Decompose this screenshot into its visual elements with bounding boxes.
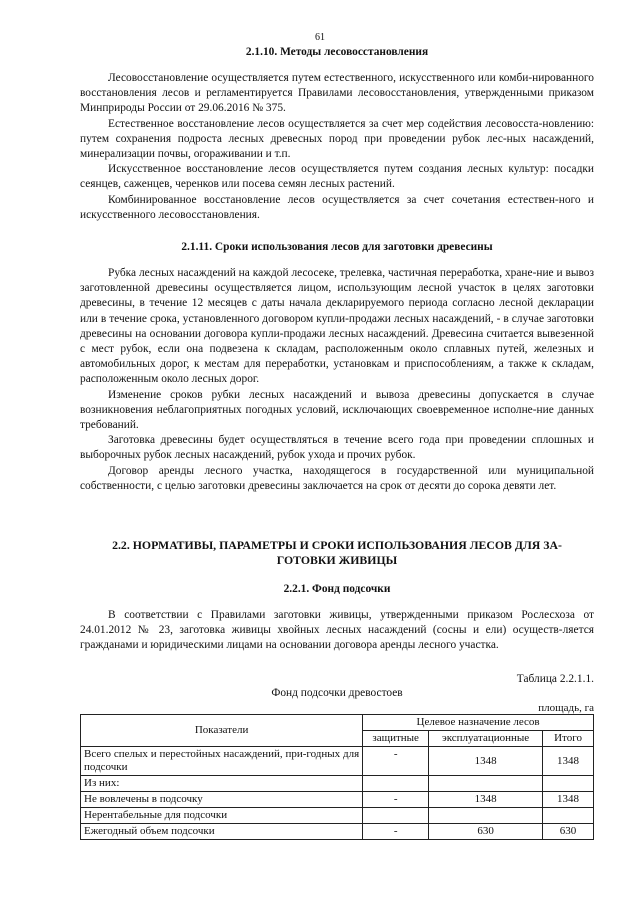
table-title: Фонд подсочки древостоев xyxy=(271,687,403,699)
paragraph: Естественное восстановление лесов осуществляется за счет мер содействия лесовосста-новлению: путем сохранения подроста лесных древесных пород при проведении рубок лес-ных насаждений, минерализации почвы, огораживании и т.п. xyxy=(80,117,594,161)
paragraph: В соответствии с Правилами заготовки живицы, утвержденными приказом Рослесхоза от 24.01.2012 № 23, заготовка живицы хвойных лесных насаждений (сосны и ели) осуществ-ляется гражданами и юридическими лицами на основании договора аренды лесного участка. xyxy=(80,609,594,652)
section-body-fund xyxy=(80,608,594,654)
row-label: Ежегодный объем подсочки xyxy=(81,824,363,840)
table-row xyxy=(81,747,594,776)
section-body-terms xyxy=(80,266,594,494)
cell-total: 1348 xyxy=(543,747,594,776)
header-total: Итого xyxy=(543,731,594,747)
section-body-methods xyxy=(80,71,594,223)
paragraph: Комбинированное восстановление лесов осуществляется за счет сочетания естествен-ного и искусственного лесовосстановления. xyxy=(80,193,594,221)
section-heading-methods: 2.1.10. Методы лесовосстановления xyxy=(245,46,429,58)
cell-exploitation: 1348 xyxy=(429,747,543,776)
chapter-heading-line2: ГОТОВКИ ЖИВИЦЫ xyxy=(276,553,398,567)
paragraph: Лесовосстановление осуществляется путем естественного, искусственного или комби-нированного восстановления лесов и регламентируется Правилами лесовосстановления, утвержденными приказом Минприроды России от 29.06.2016 № 375. xyxy=(80,72,594,115)
paragraph: Изменение сроков рубки лесных насаждений и вывоза древесины допускается в случае возникновения неблагоприятных погодных условий, исключающих своевременное исполне-ние данных требований. xyxy=(80,388,594,432)
cell-exploitation xyxy=(429,776,543,792)
paragraph: Искусственное восстановление лесов осуществляется путем создания лесных культур: посадки сеянцев, саженцев, черенков или посева семян лесных растений. xyxy=(80,163,594,191)
header-protective: защитные xyxy=(363,731,429,747)
cell-total: 1348 xyxy=(543,792,594,808)
cell-total xyxy=(543,776,594,792)
cell-total xyxy=(543,808,594,824)
table-header-row xyxy=(81,715,594,731)
header-group: Целевое назначение лесов xyxy=(363,715,594,731)
section-heading-terms: 2.1.11. Сроки использования лесов для заготовки древесины xyxy=(181,241,493,253)
header-indicators: Показатели xyxy=(81,715,363,747)
row-label: Нерентабельные для подсочки xyxy=(81,808,363,824)
row-label: Всего спелых и перестойных насаждений, при-годных для подсочки xyxy=(81,747,363,776)
cell-protective: - xyxy=(363,792,429,808)
chapter-heading-line1: 2.2. НОРМАТИВЫ, ПАРАМЕТРЫ И СРОКИ ИСПОЛЬЗОВАНИЯ ЛЕСОВ ДЛЯ ЗА- xyxy=(112,538,562,552)
cell-exploitation: 630 xyxy=(429,824,543,840)
cell-protective xyxy=(363,776,429,792)
paragraph: Рубка лесных насаждений на каждой лесосеке, трелевка, частичная переработка, хране-ние и вывоз заготовленной древесины осуществляется лицом, использующим лесной участок в целях заготовки древесины, в течение 12 месяцев с даты начала декларируемого периода согласно лесной декларации или в течение срока, установленного договором купли-продажи лесных насаждений, - в случае заготовки древесины на основании договора купли-продажи лесных насаждений. Древесина считается вывезенной с мест рубок, если она подвезена к складам, расположенным около сплавных путей, железных и автомобильных дорог, к местам для переработки, установкам и приспособлениям, а также к складам, расположенным около лесных дорог. xyxy=(80,267,594,386)
page-number: 61 xyxy=(315,32,325,43)
paragraph: Договор аренды лесного участка, находящегося в государственной или муниципальной собственности, с целью заготовки древесины заключается на срок от десяти до сорока девяти лет. xyxy=(80,464,594,492)
cell-protective: - xyxy=(363,747,429,776)
row-label: Из них: xyxy=(81,776,363,792)
cell-protective: - xyxy=(363,824,429,840)
fund-table xyxy=(80,714,594,840)
table-row xyxy=(81,792,594,808)
cell-exploitation xyxy=(429,808,543,824)
cell-total: 630 xyxy=(543,824,594,840)
row-label: Не вовлечены в подсочку xyxy=(81,792,363,808)
paragraph: Заготовка древесины будет осуществляться в течение всего года при проведении сплошных и выборочных рубок лесных насаждений, рубок ухода и прочих рубок. xyxy=(80,434,594,462)
header-exploitation: эксплуатационные xyxy=(429,731,543,747)
cell-protective xyxy=(363,808,429,824)
chapter-heading xyxy=(80,538,594,568)
table-caption: Таблица 2.2.1.1. xyxy=(516,673,594,685)
table-unit: площадь, га xyxy=(538,702,594,714)
section-heading-fund: 2.2.1. Фонд подсочки xyxy=(283,583,391,595)
table-row xyxy=(81,824,594,840)
cell-exploitation: 1348 xyxy=(429,792,543,808)
table-row xyxy=(81,776,594,792)
table-row xyxy=(81,808,594,824)
